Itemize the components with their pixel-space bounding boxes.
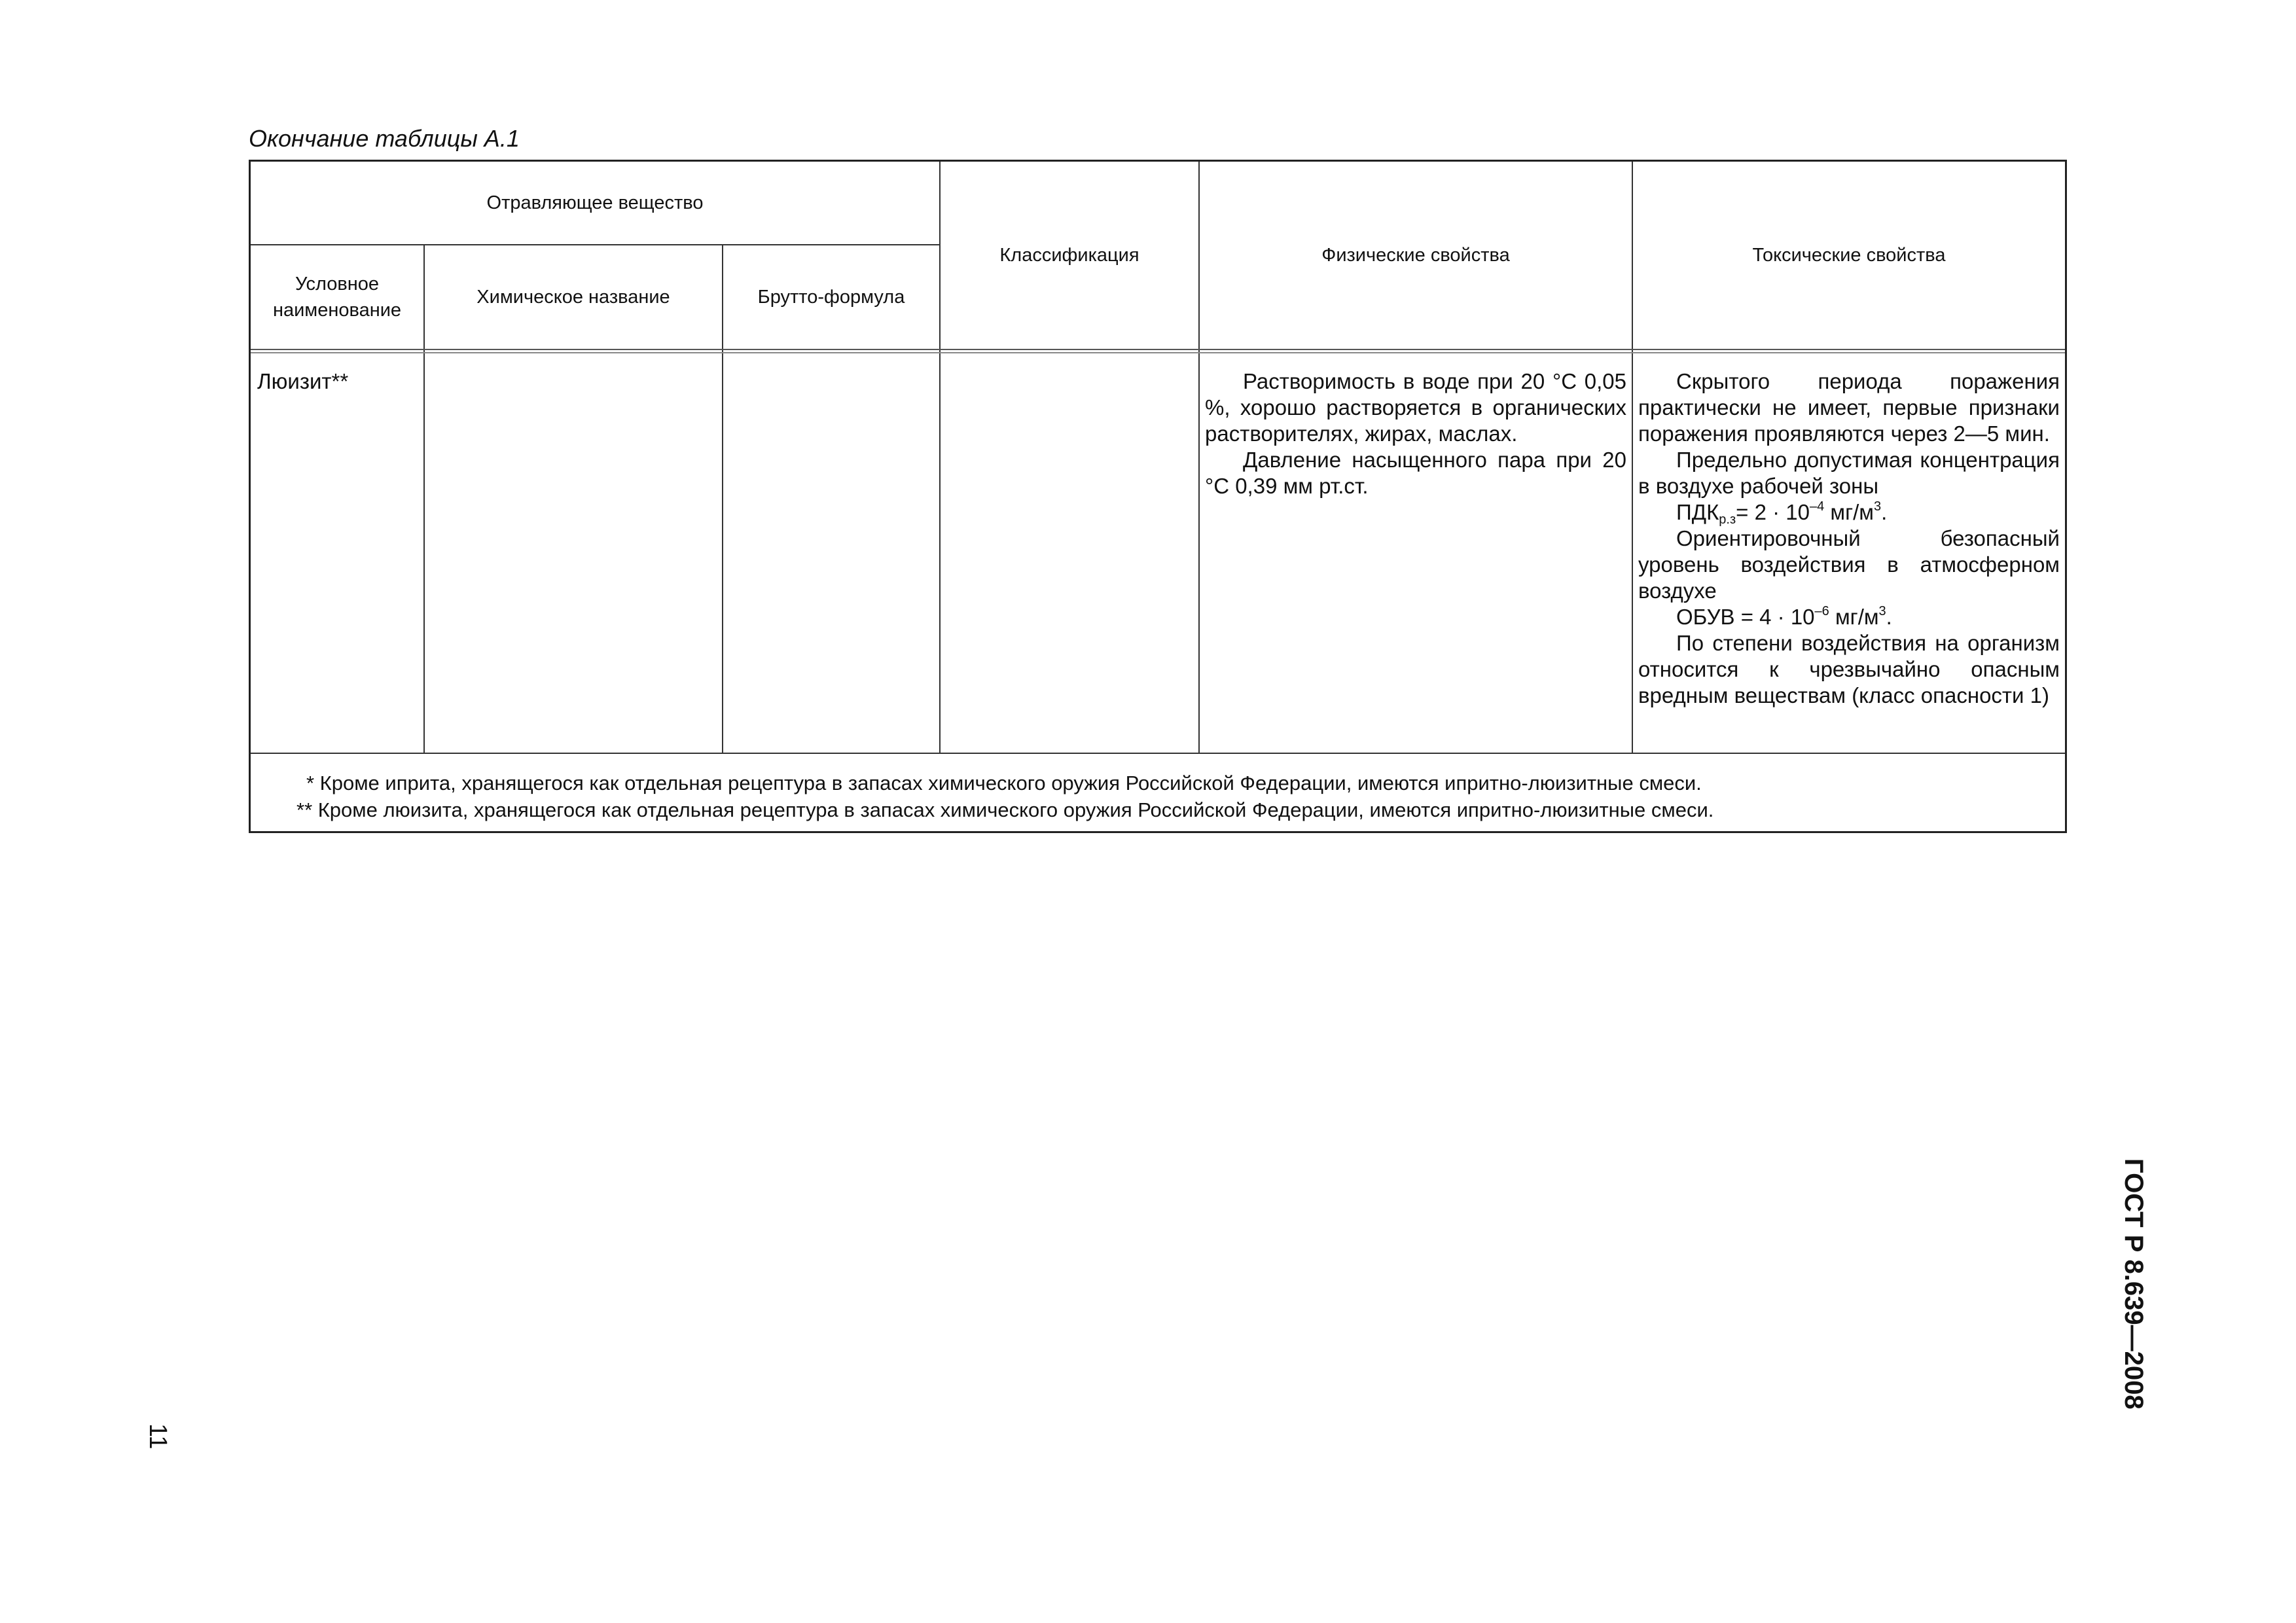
header-agent-group: Отравляющее вещество <box>486 192 704 213</box>
header-gross-formula: Брутто-формула <box>757 287 905 308</box>
footnote-yperite: * Кроме иприта, хранящегося как отдельная рецептура в запасах химического оружия Российской Федерации, имеются ипритно-люизитные смеси. <box>306 772 1702 794</box>
obuv-end: . <box>1886 605 1892 629</box>
latency-text: Скрытого периода поражения практически не имеет, первые признаки поражения проявляются через 2—5 мин. <box>1638 369 2060 446</box>
header-classification: Классификация <box>999 245 1139 266</box>
pdk-unit: мг/м <box>1824 500 1874 524</box>
pdk-formula <box>1638 499 2060 526</box>
header-toxic-properties: Токсические свойства <box>1752 245 1946 266</box>
table-caption: Окончание таблицы А.1 <box>249 125 520 152</box>
obuv-exponent: –6 <box>1814 604 1829 618</box>
page-number: 11 <box>144 1423 171 1450</box>
header-bottom-rule <box>251 349 2065 353</box>
header-conventional-name: Условное наименование <box>272 274 402 321</box>
cell-conventional-name: Люизит** <box>257 369 349 393</box>
header-physical-properties: Физические свойства <box>1321 245 1510 266</box>
obuv-formula <box>1638 604 2060 630</box>
standard-designation: ГОСТ Р 8.639—2008 <box>2119 1158 2148 1410</box>
cell-physical-properties <box>1205 368 1626 499</box>
obuv-description: Ориентировочный безопасный уровень воздействия в атмосферном воздухе <box>1638 526 2060 603</box>
cell-toxic-properties <box>1638 368 2060 709</box>
obuv-value: ОБУВ = 4 · 10 <box>1676 605 1815 629</box>
pdk-end: . <box>1881 500 1888 524</box>
pdk-unit-exponent: 3 <box>1873 499 1882 514</box>
hazard-class-text: По степени воздействия на организм относится к чрезвычайно опасным вредным веществам (класс опасности 1) <box>1638 631 2060 707</box>
obuv-unit: мг/м <box>1829 605 1879 629</box>
footnote-lewisite: ** Кроме люизита, хранящегося как отдельная рецептура в запасах химического оружия Российской Федерации, имеются ипритно-люизитные смеси. <box>296 798 1714 821</box>
obuv-unit-exponent: 3 <box>1878 604 1886 618</box>
solubility-text: Растворимость в воде при 20 °С 0,05 %, хорошо растворяется в органических растворителях, жирах, маслах. <box>1205 369 1626 446</box>
pdk-value: = 2 · 10 <box>1736 500 1810 524</box>
footnote-rule <box>251 753 2065 754</box>
vapor-pressure-text: Давление насыщенного пара при 20 °С 0,39 мм рт.ст. <box>1205 448 1626 498</box>
pdk-description: Предельно допустимая концентрация в воздухе рабочей зоны <box>1638 448 2060 498</box>
table-frame <box>249 160 2067 833</box>
header-chemical-name: Химическое название <box>476 287 670 308</box>
pdk-exponent: –4 <box>1809 499 1825 514</box>
pdk-label: ПДК <box>1676 500 1719 524</box>
pdk-subscript: р.з <box>1719 512 1736 527</box>
